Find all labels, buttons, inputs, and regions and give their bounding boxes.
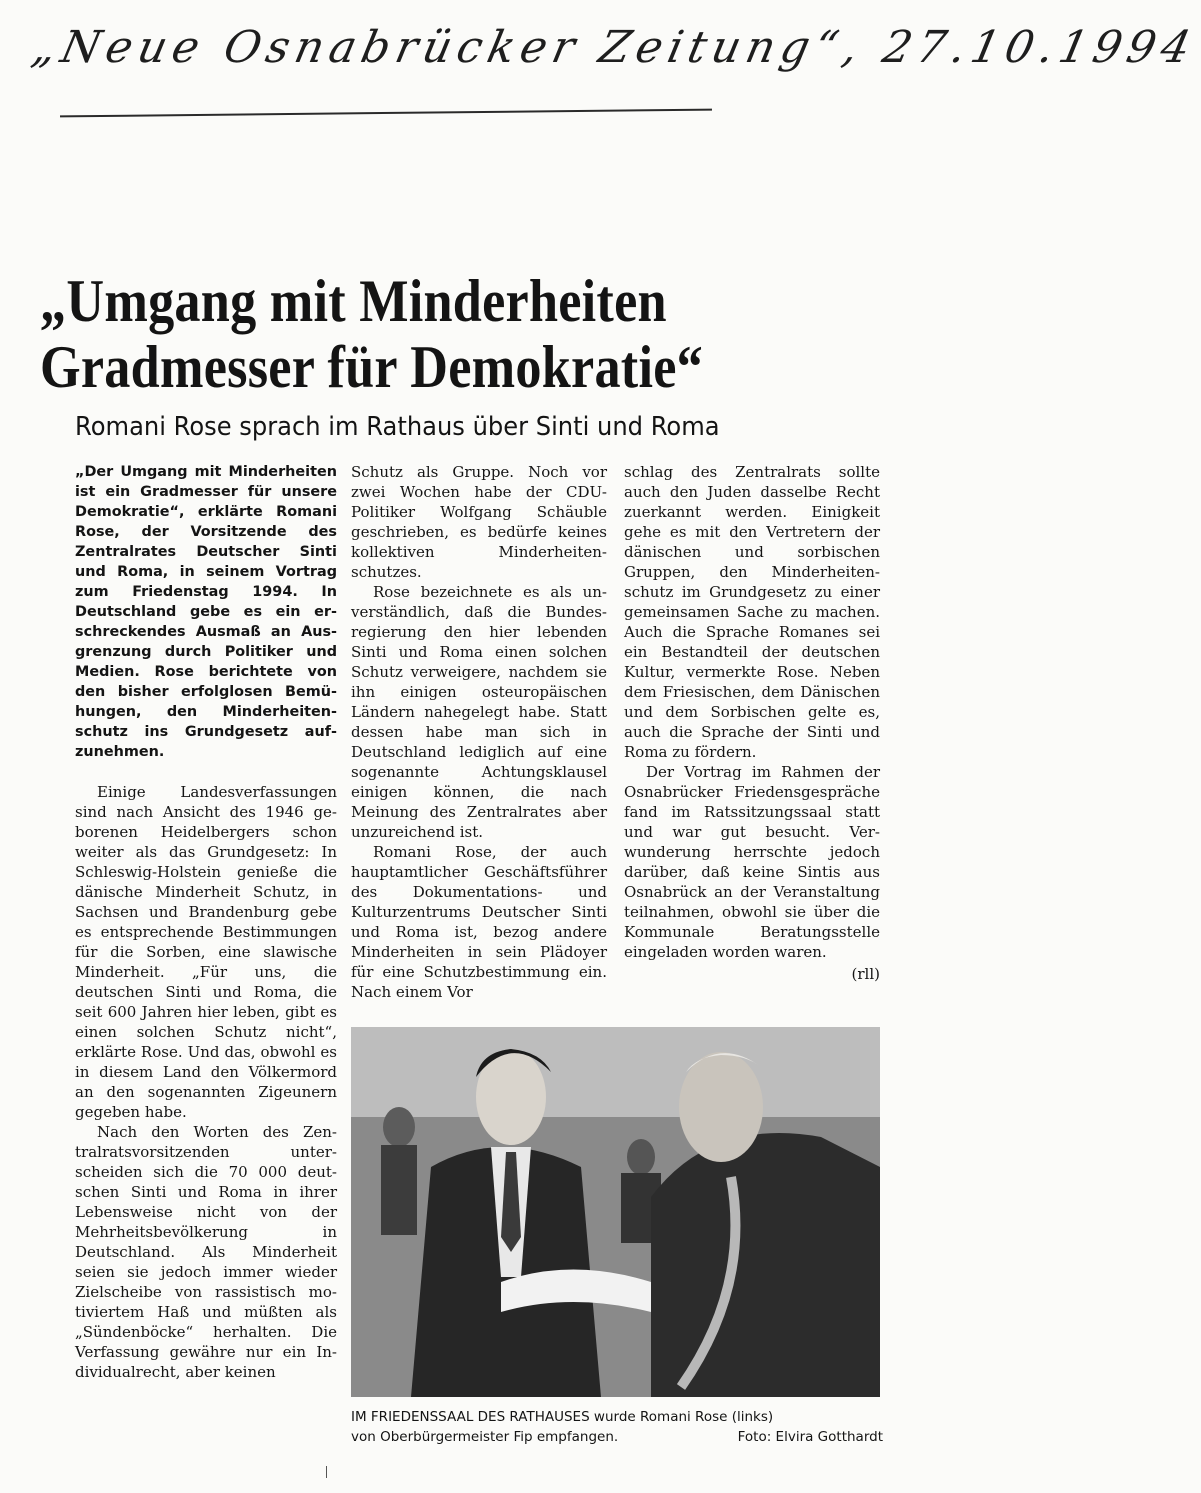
article-paragraph: schlag des Zentralrats sollte auch den Juden dasselbe Recht zuerkannt werden. Einigkeit gehe es mit den Vertretern der dänischen und sorbischen Gruppen, den Minderheitenschutz im Grundgesetz zu einer gemeinsamen Sache zu machen. Auch die Sprache Romanes sei ein Bestandteil der deutschen Kultur, vermerkte Rose. Neben dem Friesischen, dem Dänischen und dem Sorbischen gelte es, auch die Sprache der Sinti und Roma zu fördern. xyxy=(624,463,880,761)
article-paragraph: Schutz als Gruppe. Noch vor zwei Wochen habe der CDU-Politiker Wolfgang Schäuble geschrieben, es bedürfe keines kollektiven Minderheitenschutzes. xyxy=(351,463,607,581)
article-paragraph: Nach den Worten des Zentralratsvorsitzenden unterscheiden sich die 70 000 deutschen Sinti und Roma in ihrer Lebensweise nicht von der Mehrheitsbevölkerung in Deutschland. Als Minderheit seien sie jedoch immer wieder Zielscheibe von rassistisch motiviertem Haß und müßten als „Sündenböcke“ herhalten. Die Verfassung gewähre nur ein Individualrecht, aber keinen xyxy=(75,1123,337,1381)
article-column-3 xyxy=(624,462,880,984)
article-paragraph: Rose bezeichnete es als unverständlich, daß die Bundesregierung den hier lebenden Sinti und Roma einen solchen Schutz verweigere, nachdem sie ihn einigen osteuropäischen Ländern nahegelegt habe. Statt dessen habe man sich in Deutschland lediglich auf eine sogenannte Achtungsklausel einigen können, die nach Meinung des Zentralrates aber unzureichend ist. xyxy=(351,583,607,841)
photo-caption xyxy=(351,1407,891,1447)
handwritten-underline xyxy=(60,109,712,118)
article-lead-paragraph: „Der Umgang mit Minderheiten ist ein Gradmesser für unsere Demokratie“, erklärte Romani Rose, der Vorsitzende des Zentralrates Deutscher Sinti und Roma, in seinem Vortrag zum Friedenstag 1994. In Deutschland gebe es ein erschreckendes Ausmaß an Ausgrenzung durch Politiker und Medien. Rose berichtete von den bisher erfolglosen Bemühungen, den Minderheitenschutz ins Grundgesetz aufzunehmen. xyxy=(75,464,337,760)
caption-line-1: IM FRIEDENSSAAL DES RATHAUSES wurde Romani Rose (links) xyxy=(351,1409,774,1425)
subheadline: Romani Rose sprach im Rathaus über Sinti und Roma xyxy=(75,412,720,442)
caption-line-2: von Oberbürgermeister Fip empfangen. xyxy=(351,1429,619,1445)
article-paragraph: Der Vortrag im Rahmen der Osnabrücker Friedensgespräche fand im Ratssitzungssaal statt und war gut besucht. Verwunderung herrschte jedoch darüber, daß keine Sintis aus Osnabrück an der Veranstaltung teilnahmen, obwohl sie über die Kommunale Beratungsstelle eingeladen worden waren. xyxy=(624,763,880,961)
article-paragraph: Einige Landesverfassungen sind nach Ansicht des 1946 geborenen Heidelbergers schon weiter als das Grundgesetz: In Schleswig-Holstein genieße die dänische Minderheit Schutz, in Sachsen und Brandenburg gebe es entsprechende Bestimmungen für die Sorben, eine slawische Minderheit. „Für uns, die deutschen Sinti und Roma, die seit 600 Jahren hier leben, gibt es einen solchen Schutz nicht“, erklärte Rose. Und das, obwohl es in diesem Land den Völkermord an den sogenannten Zigeunern gegeben habe. xyxy=(75,783,337,1121)
author-byline: (rll) xyxy=(851,965,880,983)
scan-mark xyxy=(326,1466,327,1478)
news-photo xyxy=(351,1027,880,1397)
article-paragraph: Romani Rose, der auch hauptamtlicher Geschäftsführer des Dokumentations- und Kulturzentrums Deutscher Sinti und Roma ist, bezog andere Minderheiten in sein Plädoyer für eine Schutzbestimmung ein. Nach einem Vor xyxy=(351,843,607,1001)
headline-line-1: „Umgang mit Minderheiten xyxy=(40,268,667,334)
article-column-2 xyxy=(351,462,607,1002)
headline-line-2: Gradmesser für Demokratie“ xyxy=(40,334,704,400)
news-photo-illustration xyxy=(351,1027,880,1397)
photo-credit: Foto: Elvira Gotthardt xyxy=(737,1429,883,1445)
headline xyxy=(40,268,849,400)
article-column-1 xyxy=(75,462,337,1382)
handwritten-source-note: „Neue Osnabrücker Zeitung“, 27.10.1994 xyxy=(27,22,1201,73)
